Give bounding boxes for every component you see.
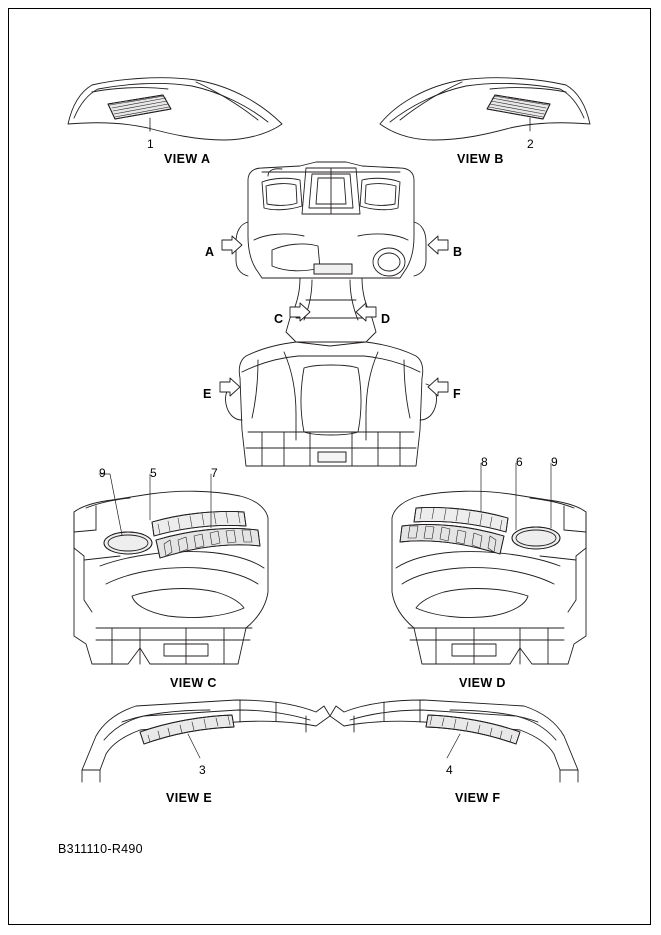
view-label-e: VIEW E: [166, 791, 213, 805]
view-f-panel: [330, 700, 578, 782]
callout-label-c: C: [274, 312, 284, 326]
callout-label-f: F: [453, 387, 461, 401]
view-label-c: VIEW C: [170, 676, 217, 690]
view-a-fender: [68, 78, 282, 140]
view-b-fender: [380, 78, 590, 140]
view-d-panel: [392, 463, 586, 664]
item-number-5: 5: [150, 466, 157, 480]
item-number-8: 8: [481, 455, 488, 469]
callout-label-e: E: [203, 387, 212, 401]
part-code: B311110-R490: [58, 842, 143, 856]
item-number-2: 2: [527, 137, 534, 151]
item-number-7: 7: [211, 466, 218, 480]
item-number-1: 1: [147, 137, 154, 151]
callout-label-d: D: [381, 312, 391, 326]
view-c-panel: [74, 474, 268, 664]
item-number-9-left: 9: [99, 466, 106, 480]
view-label-b: VIEW B: [457, 152, 504, 166]
view-label-f: VIEW F: [455, 791, 501, 805]
item-number-4: 4: [446, 763, 453, 777]
item-number-3: 3: [199, 763, 206, 777]
view-label-a: VIEW A: [164, 152, 211, 166]
item-number-6: 6: [516, 455, 523, 469]
item-number-9-right: 9: [551, 455, 558, 469]
view-e-panel: [82, 700, 330, 782]
callout-label-b: B: [453, 245, 463, 259]
callout-label-a: A: [205, 245, 215, 259]
view-label-d: VIEW D: [459, 676, 506, 690]
callout-arrows: [220, 236, 448, 396]
atv-top-view: [225, 162, 436, 466]
